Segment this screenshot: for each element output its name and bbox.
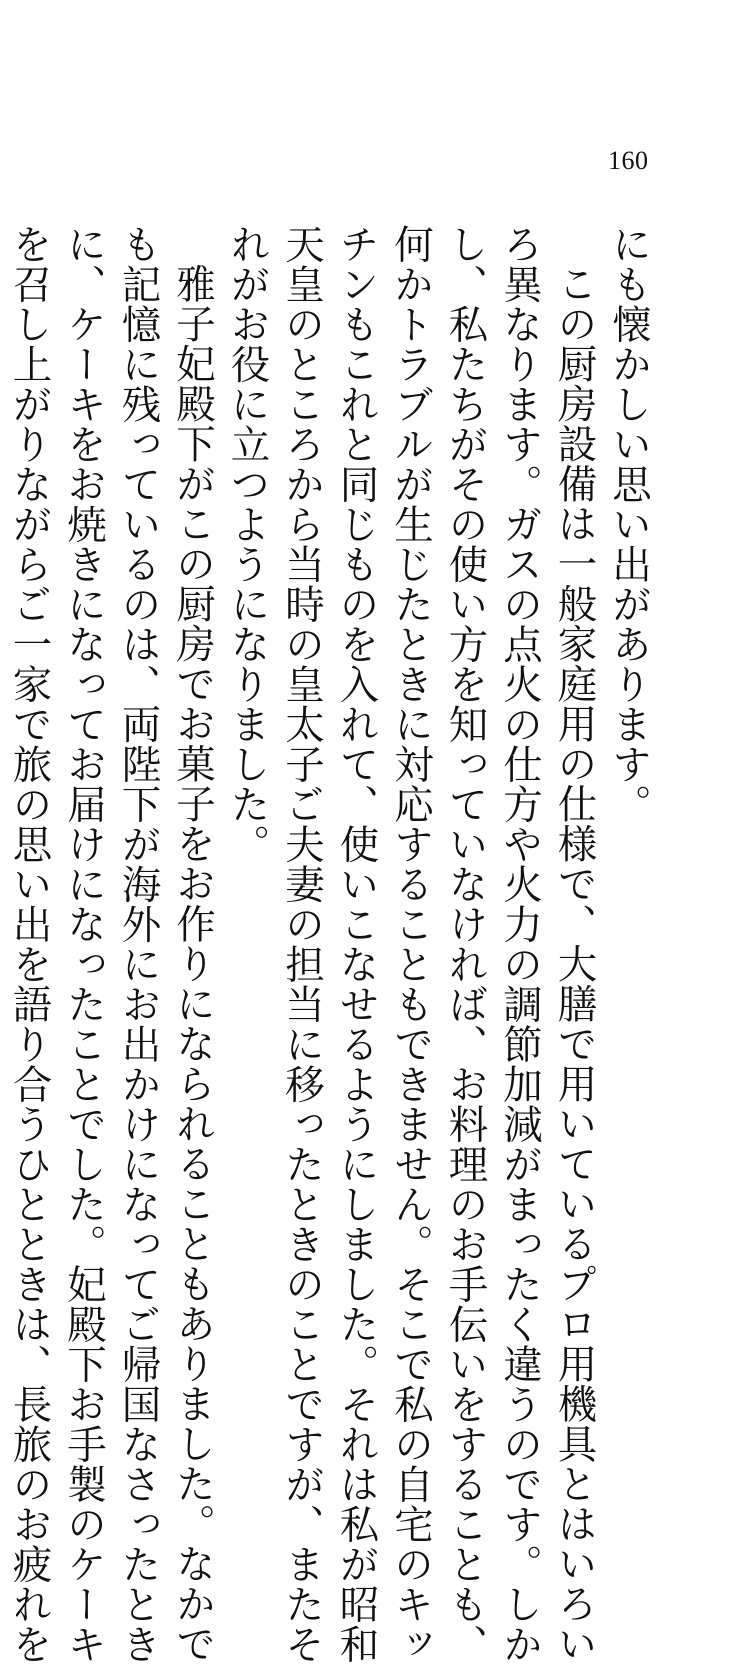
paragraph-2 [220, 224, 602, 1664]
text-line: ろ異なります。ガスの点火の仕方や火力の調節加減がまったく違うのです。しか [497, 224, 543, 1664]
vertical-text-body [0, 224, 656, 1664]
text-line: にも懐かしい思い出があります。 [606, 224, 652, 824]
page-number: 160 [608, 146, 649, 175]
text-line: し、私たちがその使い方を知っていなければ、お料理のお手伝いをすることも、 [442, 224, 489, 1664]
text-line: 天皇のところから当時の皇太子ご夫妻の担当に移ったときのことですが、またそ [279, 224, 325, 1664]
text-line: に、ケーキをお焼きになってお届けになったことでした。妃殿下お手製のケーキ [61, 224, 107, 1664]
text-line: この厨房設備は一般家庭用の仕様で、大膳で用いているプロ用機具とはいろい [551, 263, 598, 1664]
text-line: を召し上がりながらご一家で旅の思い出を語り合うひとときは、長旅のお疲れを [6, 224, 53, 1664]
text-line: れがお役に立つようになりました。 [224, 224, 271, 864]
text-line: も記憶に残っているのは、両陛下が海外にお出かけになってご帰国なさったとき [115, 224, 162, 1664]
paragraph-1 [602, 224, 657, 1224]
text-line: 何かトラブルが生じたときに対応することもできません。そこで私の自宅のキッ [388, 224, 434, 1664]
text-line: 雅子妃殿下がこの厨房でお菓子をお作りになられることもありました。なかで [170, 263, 216, 1664]
text-line: チンもこれと同じものを入れて、使いこなせるようにしました。それは私が昭和 [333, 224, 380, 1664]
paragraph-3 [0, 224, 220, 1664]
